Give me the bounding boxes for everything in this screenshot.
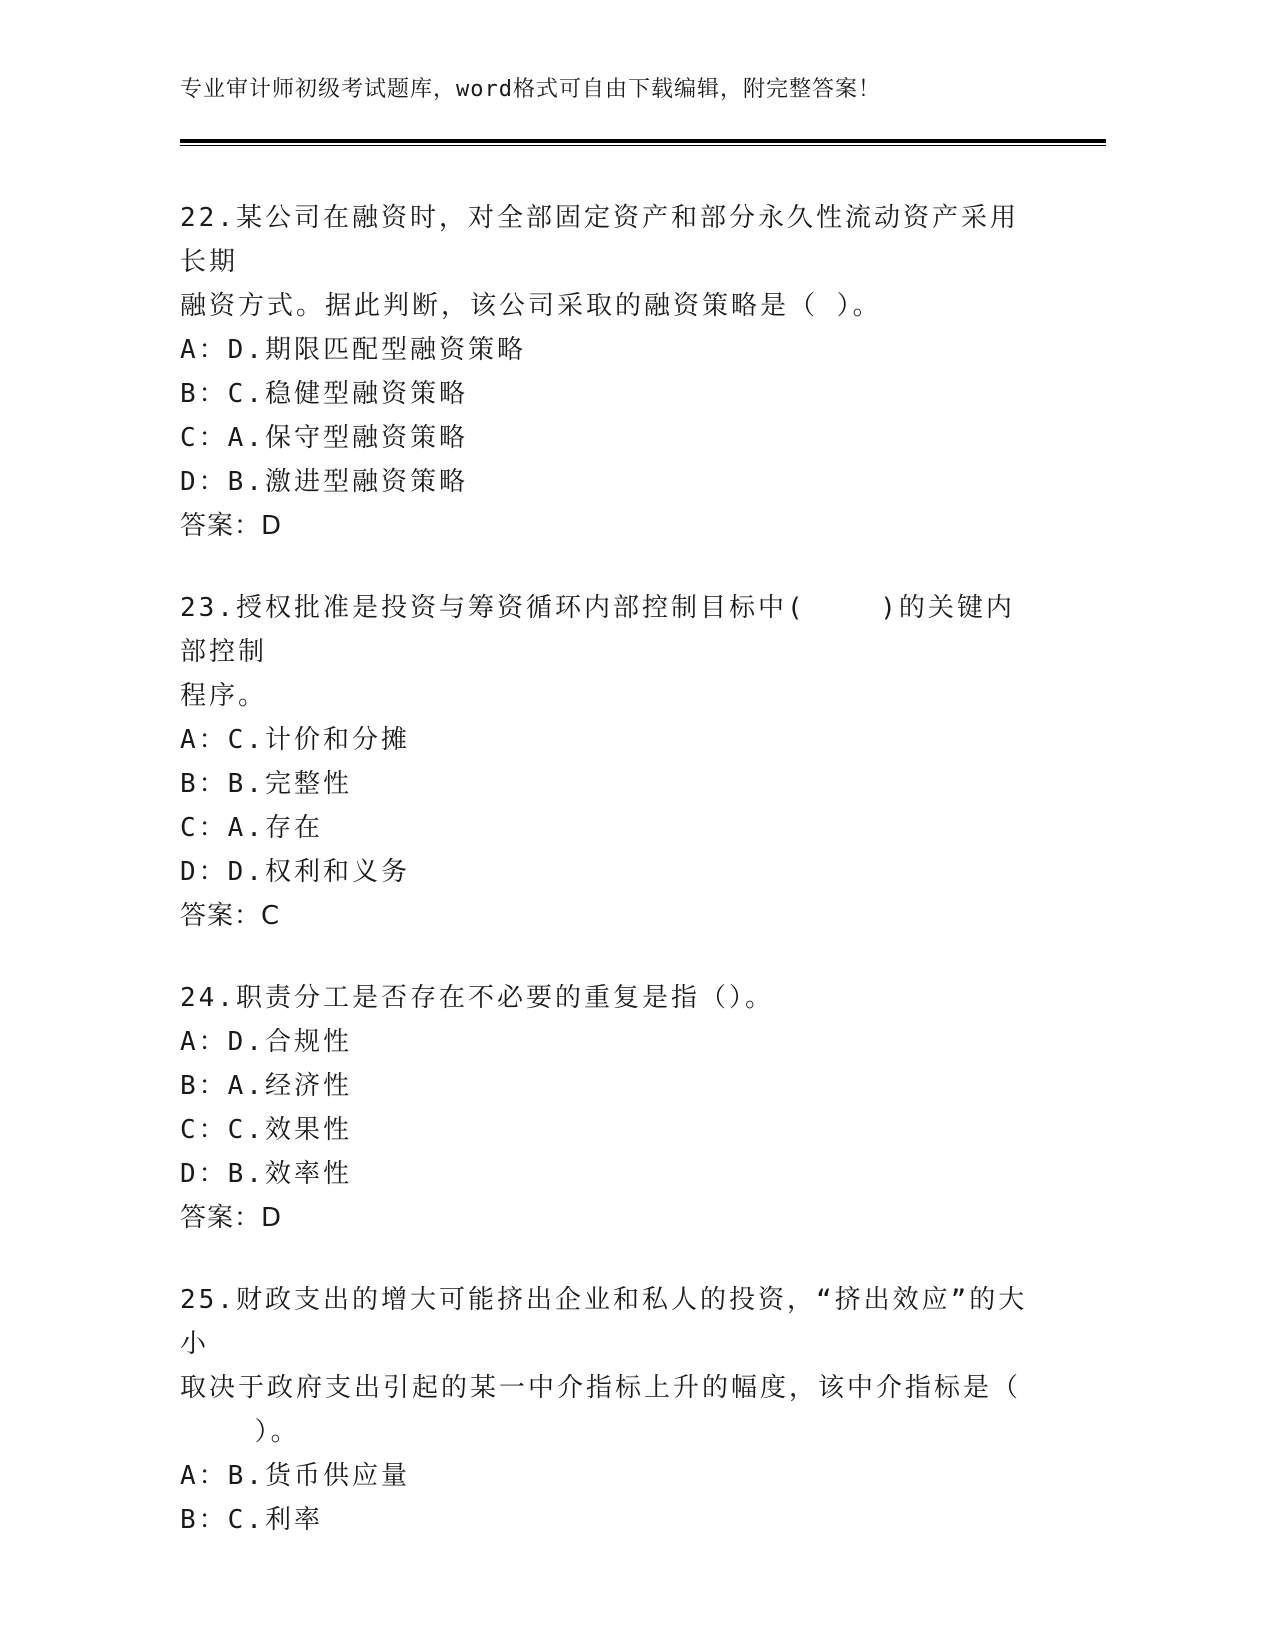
option-b: B：C.稳健型融资策略	[180, 379, 468, 409]
question-stem-line: 24.职责分工是否存在不必要的重复是指（）。	[180, 983, 774, 1013]
option-a: A：D.合规性	[180, 1027, 352, 1057]
question-23	[180, 586, 1030, 938]
option-b: B：C.利率	[180, 1505, 323, 1535]
question-stem-line: 25.财政支出的增大可能挤出企业和私人的投资，“挤出效应”的大小	[180, 1285, 1028, 1359]
question-22	[180, 196, 1030, 548]
option-a: A：D.期限匹配型融资策略	[180, 335, 526, 365]
question-stem-line: 融资方式。据此判断，该公司采取的融资策略是（ ）。	[180, 291, 882, 321]
answer: 答案：D	[180, 511, 283, 541]
header-rule-thick	[180, 139, 1106, 143]
question-stem-line: 22.某公司在融资时，对全部固定资产和部分永久性流动资产采用长期	[180, 203, 1019, 277]
option-c: C：A.存在	[180, 813, 323, 843]
option-d: D：B.效率性	[180, 1159, 352, 1189]
question-list	[180, 196, 1030, 1580]
question-stem-line: 取决于政府支出引起的某一中介指标上升的幅度，该中介指标是（	[180, 1373, 1022, 1403]
question-24	[180, 976, 1030, 1240]
answer: 答案：D	[180, 1203, 283, 1233]
option-a: A：B.货币供应量	[180, 1461, 410, 1491]
question-stem-line: 程序。	[180, 681, 268, 711]
header-rule-thin	[180, 145, 1106, 146]
option-d: D：D.权利和义务	[180, 857, 410, 887]
option-a: A：C.计价和分摊	[180, 725, 410, 755]
option-b: B：B.完整性	[180, 769, 352, 799]
option-b: B：A.经济性	[180, 1071, 352, 1101]
question-25	[180, 1278, 1030, 1542]
page-header: 专业审计师初级考试题库，word格式可自由下载编辑，附完整答案！	[180, 77, 881, 102]
option-d: D：B.激进型融资策略	[180, 467, 468, 497]
option-c: C：C.效果性	[180, 1115, 352, 1145]
question-stem-line: 23.授权批准是投资与筹资循环内部控制目标中( )的关键内部控制	[180, 593, 1015, 667]
answer: 答案：C	[180, 901, 281, 931]
question-stem-line: ）。	[180, 1417, 300, 1447]
option-c: C：A.保守型融资策略	[180, 423, 468, 453]
